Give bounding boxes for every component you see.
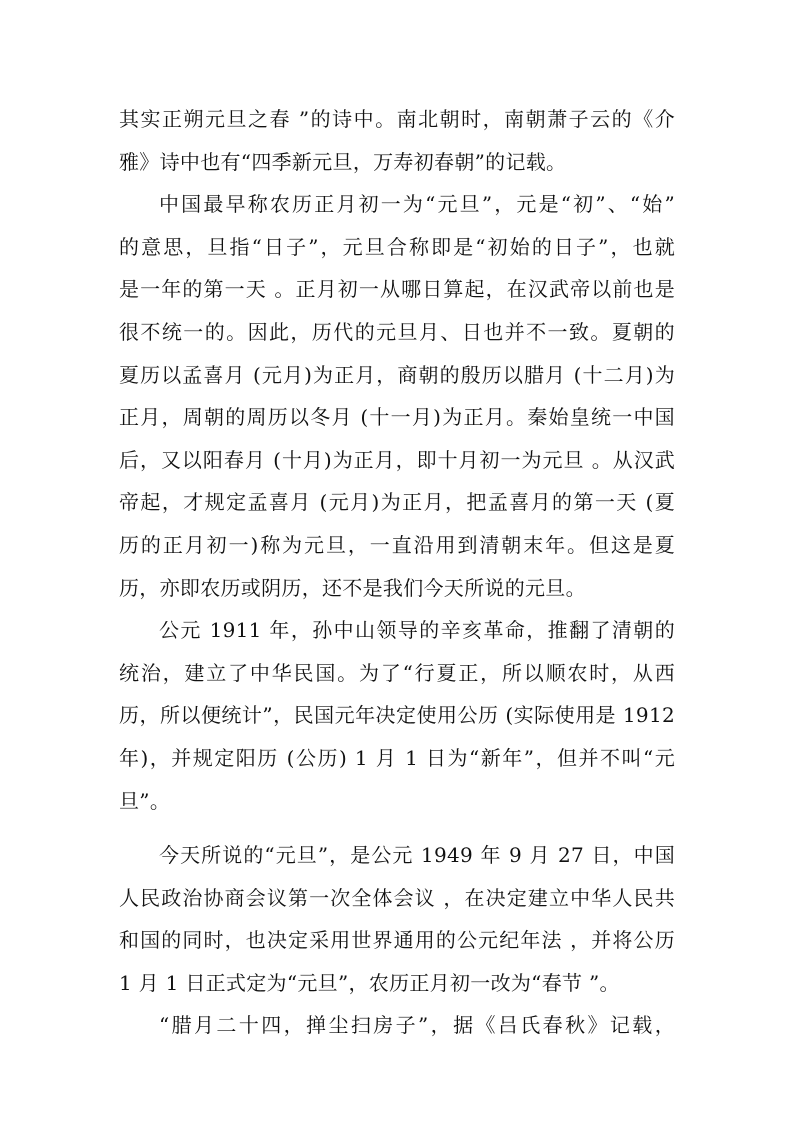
text-line: 其实正朔元旦之春 ”的诗中。南北朝时，南朝萧子云的《介 [119, 107, 675, 131]
text-line: 很不统一的。因此，历代的元旦月、日也并不一致。夏朝的 [119, 319, 675, 344]
text-line: 后，又以阳春月 (十月)为正月，即十月初一为元旦 。从汉武 [119, 447, 675, 472]
text-line: 人民政治协商会议第一次全体会议 ，在决定建立中华人民共 [119, 885, 675, 910]
paragraph-1 [119, 98, 675, 183]
text-line: 1 月 1 日正式定为“元旦”，农历正月初一改为“春节 ”。 [119, 970, 620, 995]
text-line: 历，亦即农历或阴历，还不是我们今天所说的元旦。 [119, 575, 586, 600]
text-line: 中国最早称农历正月初一为“元旦”，元是“初”、“始” [159, 192, 675, 217]
text-line: “腊月二十四，掸尘扫房子”，据《吕氏春秋》记载， [159, 1013, 675, 1038]
text-line: 今天所说的“元旦”，是公元 1949 年 9 月 27 日，中国 [159, 843, 675, 868]
paragraph-4 [119, 834, 675, 1004]
text-body [119, 98, 675, 1047]
text-line: 的意思，旦指“日子”，元旦合称即是“初始的日子”，也就 [119, 234, 675, 259]
text-line: 历的正月初一)称为元旦，一直沿用到清朝末年。但这是夏 [119, 532, 675, 557]
text-line: 正月，周朝的周历以冬月 (十一月)为正月。秦始皇统一中国 [119, 405, 675, 430]
text-line: 雅》诗中也有“四季新元旦，万寿初春朝”的记载。 [119, 149, 567, 174]
text-line: 旦”。 [119, 788, 171, 813]
text-line: 夏历以孟喜月 (元月)为正月，商朝的殷历以腊月 (十二月)为 [119, 362, 675, 387]
text-line: 帝起，才规定孟喜月 (元月)为正月，把孟喜月的第一天 (夏 [119, 490, 675, 515]
text-line: 年)，并规定阳历 (公历) 1 月 1 日为“新年”，但并不叫“元 [119, 745, 675, 770]
text-line: 公元 1911 年，孙中山领导的辛亥革命，推翻了清朝的 [159, 618, 675, 643]
text-line: 和国的同时，也决定采用世界通用的公元纪年法 ，并将公历 [119, 928, 675, 953]
text-line: 是一年的第一天 。正月初一从哪日算起，在汉武帝以前也是 [119, 277, 675, 302]
paragraph-5 [119, 1004, 675, 1047]
paragraph-2 [119, 183, 675, 609]
text-line: 历，所以便统计”，民国元年决定使用公历 (实际使用是 1912 [119, 703, 675, 728]
text-line: 统治，建立了中华民国。为了“行夏正，所以顺农时，从西 [119, 660, 675, 685]
paragraph-3 [119, 609, 675, 822]
